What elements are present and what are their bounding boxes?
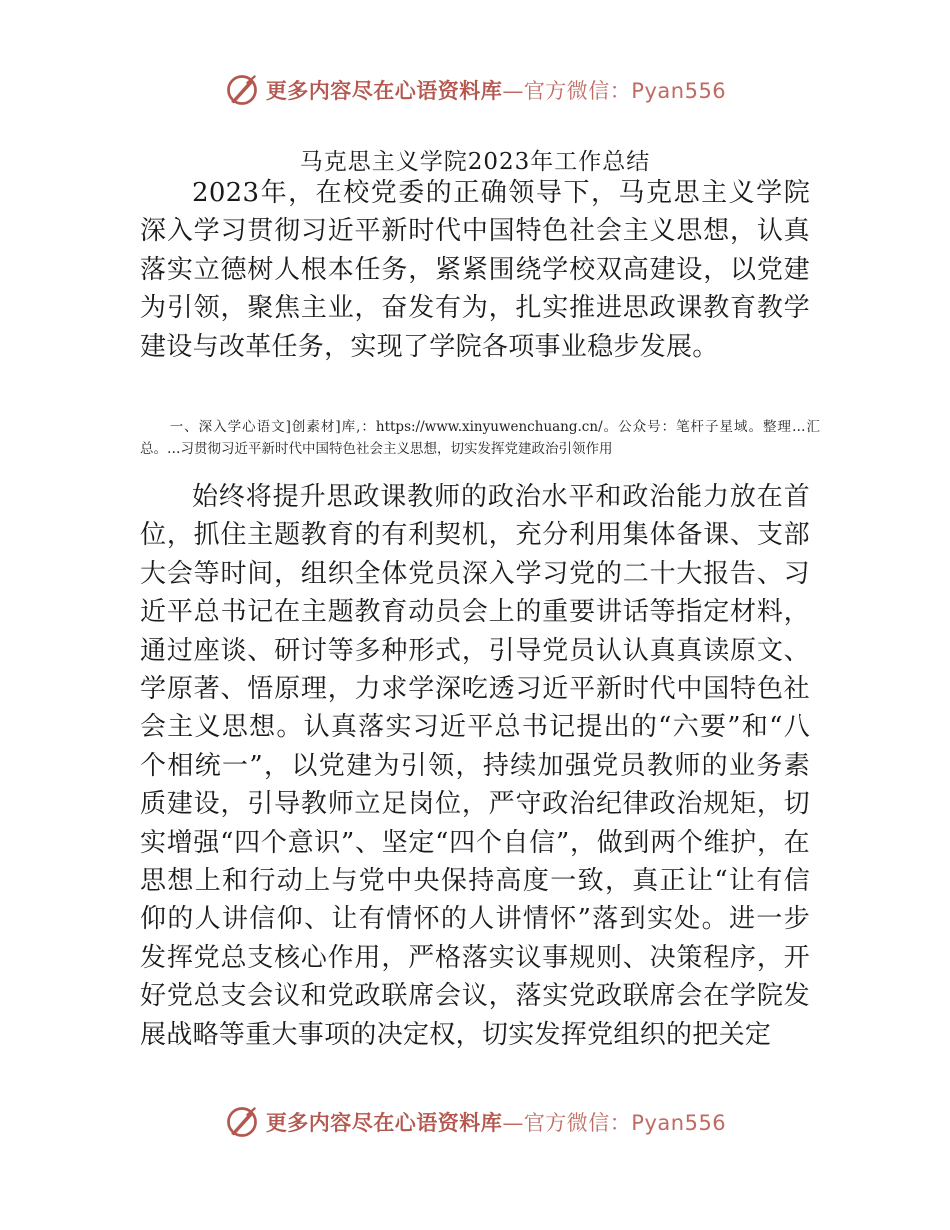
watermark-rest: —官方微信：Pyan556 — [502, 79, 727, 103]
watermark-banner-top — [0, 70, 950, 110]
watermark-main: 更多内容尽在心语资料库 — [265, 1111, 503, 1135]
watermark-text — [266, 1107, 726, 1137]
watermark-banner-bottom — [0, 1102, 950, 1142]
document-title: 马克思主义学院2023年工作总结 — [299, 149, 651, 175]
intro-paragraph: 2023年，在校党委的正确领导下，马克思主义学院深入学习贯彻习近平新时代中国特色社会主义思想，认真落实立德树人根本任务，紧紧围绕学校双高建设，以党建为引领，聚焦主业，奋发有为，扎实推进思政课教育教学建设与改革任务，实现了学院各项事业稳步发展。 — [140, 178, 810, 362]
watermark-main: 更多内容尽在心语资料库 — [265, 79, 503, 103]
body-paragraph: 始终将提升思政课教师的政治水平和政治能力放在首位，抓住主题教育的有利契机，充分利用集体备课、支部大会等时间，组织全体党员深入学习党的二十大报告、习近平总书记在主题教育动员会上的重要讲话等指定材料，通过座谈、研讨等多种形式，引导党员认认真真读原文、学原著、悟原理，力求学深吃透习近平新时代中国特色社会主义思想。认真落实习近平总书记提出的“六要”和“八个相统一”，以党建为引领，持续加强党员教师的业务素质建设，引导教师立足岗位，严守政治纪律政治规矩，切实增强“四个意识”、坚定“四个自信”，做到两个维护，在思想上和行动上与党中央保持高度一致，真正让“让有信仰的人讲信仰、让有情怀的人讲情怀”落到实处。进一步发挥党总支核心作用，严格落实议事规则、决策程序，开好党总支会议和党政联席会议，落实党政联席会在学院发展战略等重大事项的决定权，切实发挥党组织的把关定 — [140, 482, 810, 1050]
watermark-text — [266, 75, 726, 105]
quill-logo-icon — [224, 72, 260, 108]
section-heading: 一、深入学心语文]创素材]库,：https://www.xinyuwenchuang.cn/。公众号：笔杆子星域。整理…汇总。…习贯彻习近平新时代中国特色社会主义思想，切实发挥党建政治引领作用 — [140, 419, 820, 457]
quill-logo-icon — [224, 1104, 260, 1140]
watermark-rest: —官方微信：Pyan556 — [502, 1111, 727, 1135]
